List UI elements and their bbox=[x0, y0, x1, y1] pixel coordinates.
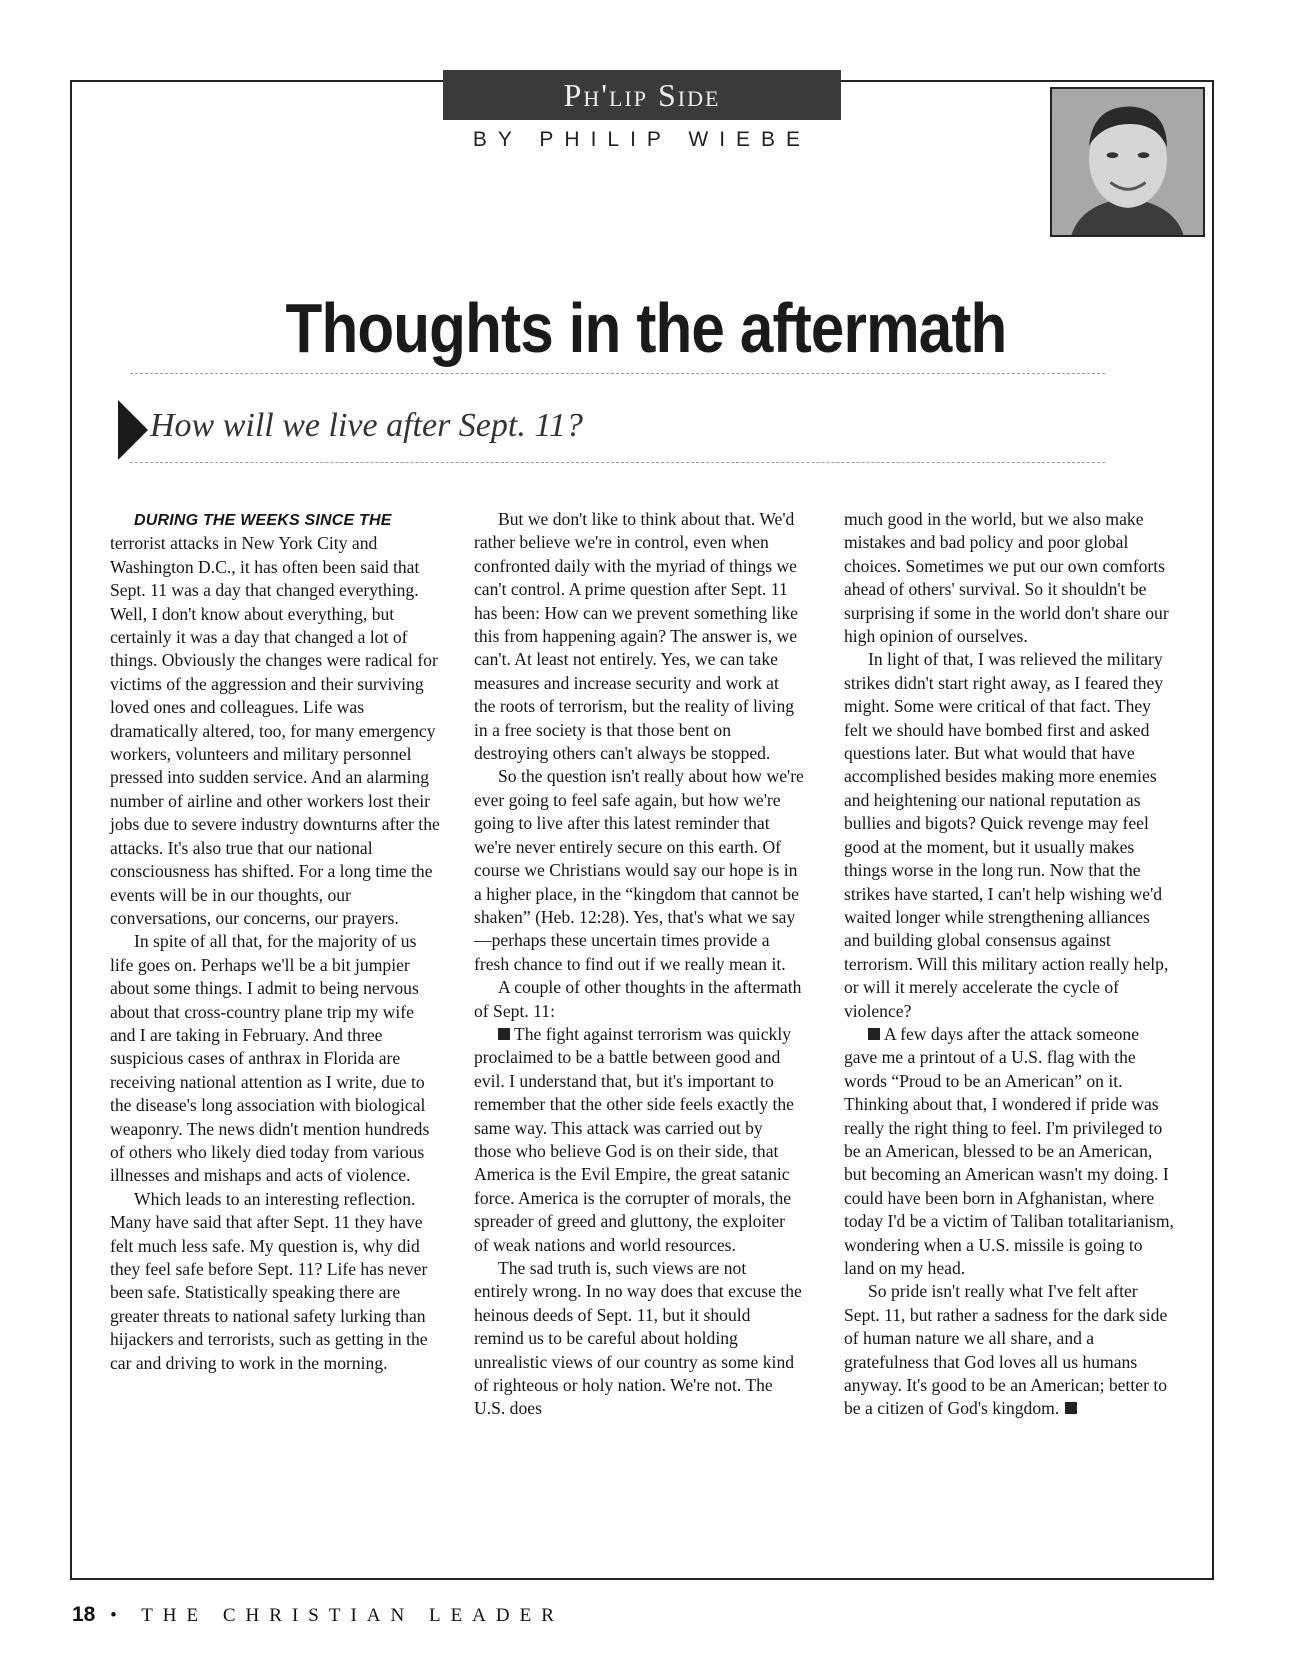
paragraph: much good in the world, but we also make mistakes and bad policy and poor global choices. Sometimes we put our own comforts ahead of others' survival. So it shouldn't be surprising if some in the world don't share our high opinion of ourselves. bbox=[844, 509, 1169, 647]
byline: BY PHILIP WIEBE bbox=[472, 128, 812, 151]
author-portrait-icon bbox=[1052, 89, 1203, 235]
article-column-1 bbox=[110, 508, 440, 1375]
paragraph: The fight against terrorism was quickly proclaimed to be a battle between good and evil. I understand that, but it's important to remember that the other side feels exactly the same way. This attack was carried out by those who believe God is on their side, that America is the Evil Empire, the great satanic force. America is the corrupter of morals, the spreader of greed and gluttony, the exploiter of weak nations and world resources. bbox=[474, 1023, 794, 1255]
lead-in: DURING THE WEEKS SINCE THE bbox=[134, 512, 392, 529]
paragraph: So pride isn't really what I've felt after Sept. 11, but rather a sadness for the dark side of human nature we all share, and a gratefulness that God loves all us humans anyway. It's good to be an American; better to be a citizen of God's kingdom. bbox=[844, 1281, 1168, 1419]
article-column-3 bbox=[844, 508, 1174, 1421]
paragraph: Which leads to an interesting reflection. Many have said that after Sept. 11 they have felt much less safe. My question is, why did they feel safe before Sept. 11? Life has never been safe. Statistically speaking there are greater threats to national safety lurking than hijackers and terrorists, such as getting in the car and driving to work in the morning. bbox=[110, 1188, 428, 1373]
publication-name: THE CHRISTIAN LEADER bbox=[141, 1605, 564, 1626]
page-number: 18 bbox=[72, 1603, 96, 1626]
subhead-bottom-rule bbox=[130, 462, 1105, 463]
paragraph: A few days after the attack someone gave me a printout of a U.S. flag with the words “Proud to be an American” on it. Thinking about that, I wondered if pride was really the right thing to feel. I'm privileged to be an American, blessed to be an American, but becoming an American wasn't my doing. I could have been born in Afghanistan, where today I'd be a victim of Taliban totalitarianism, wondering when a U.S. missile is going to land on my head. bbox=[844, 1023, 1174, 1278]
end-mark-icon bbox=[1065, 1402, 1077, 1414]
article-column-2 bbox=[474, 508, 804, 1421]
footer-separator: • bbox=[110, 1605, 127, 1626]
page-footer bbox=[72, 1603, 564, 1627]
subhead: How will we live after Sept. 11? bbox=[150, 407, 583, 444]
paragraph: In spite of all that, for the majority of us life goes on. Perhaps we'll be a bit jumpier about some things. I admit to being nervous about that cross-country plane trip my wife and I are taking in February. And three suspicious cases of anthrax in Florida are receiving national attention as I write, due to the disease's long association with biological weaponry. The news didn't mention hundreds of others who likely died today from various illnesses and mishaps and acts of violence. bbox=[110, 931, 430, 1186]
bullet-square-icon bbox=[868, 1028, 880, 1040]
paragraph: So the question isn't really about how we're ever going to feel safe again, but how we're going to live after this latest reminder that we're never entirely secure on this earth. Of course we Christians would say our hope is in a higher place, in the “kingdom that cannot be shaken” (Heb. 12:28). Yes, that's what we say—perhaps these uncertain times provide a fresh chance to find out if we really mean it. bbox=[474, 766, 804, 974]
subhead-arrow-icon bbox=[118, 400, 148, 460]
paragraph: In light of that, I was relieved the military strikes didn't start right away, as I feared they might. Some were critical of that fact. They felt we should have bombed first and asked questions later. But what would that have accomplished besides making more enemies and heightening our national reputation as bullies and bigots? Quick revenge may feel good at the moment, but it usually makes things worse in the long run. Now that the strikes have started, I can't help wishing we'd waited longer while strengthening alliances and building global consensus against terrorism. Will this military action really help, or will it merely accelerate the cycle of violence? bbox=[844, 649, 1169, 1021]
paragraph: The sad truth is, such views are not entirely wrong. In no way does that excuse the heinous deeds of Sept. 11, but it should remind us to be careful about holding unrealistic views of our country as some kind of righteous or holy nation. We're not. The U.S. does bbox=[474, 1258, 802, 1419]
paragraph: But we don't like to think about that. We'd rather believe we're in control, even when confronted daily with the myriad of things we can't control. A prime question after Sept. 11 has been: How can we prevent something like this from happening again? The answer is, we can't. At least not entirely. Yes, we can take measures and increase security and work at the roots of terrorism, but the reality of living in a free society is that those bent on destroying others can't always be stopped. bbox=[474, 509, 798, 764]
subhead-top-rule bbox=[130, 373, 1105, 374]
column-banner: Ph'lip Side bbox=[443, 70, 841, 120]
author-photo bbox=[1050, 87, 1205, 237]
headline: Thoughts in the aftermath bbox=[285, 289, 1007, 367]
paragraph: A couple of other thoughts in the aftermath of Sept. 11: bbox=[474, 977, 802, 1021]
paragraph: DURING THE WEEKS SINCE THE terrorist attacks in New York City and Washington D.C., it has often been said that Sept. 11 was a day that changed everything. Well, I don't know about everything, but certainly it was a day that changed a lot of things. Obviously the changes were radical for victims of the aggression and their surviving loved ones and colleagues. Life was dramatically altered, too, for many emergency workers, volunteers and military personnel pressed into sudden service. And an alarming number of airline and other workers lost their jobs due to severe industry downturns after the attacks. It's also true that our national consciousness has shifted. For a long time the events will be in our thoughts, our conversations, our concerns, our prayers. bbox=[110, 512, 440, 928]
bullet-square-icon bbox=[498, 1028, 510, 1040]
